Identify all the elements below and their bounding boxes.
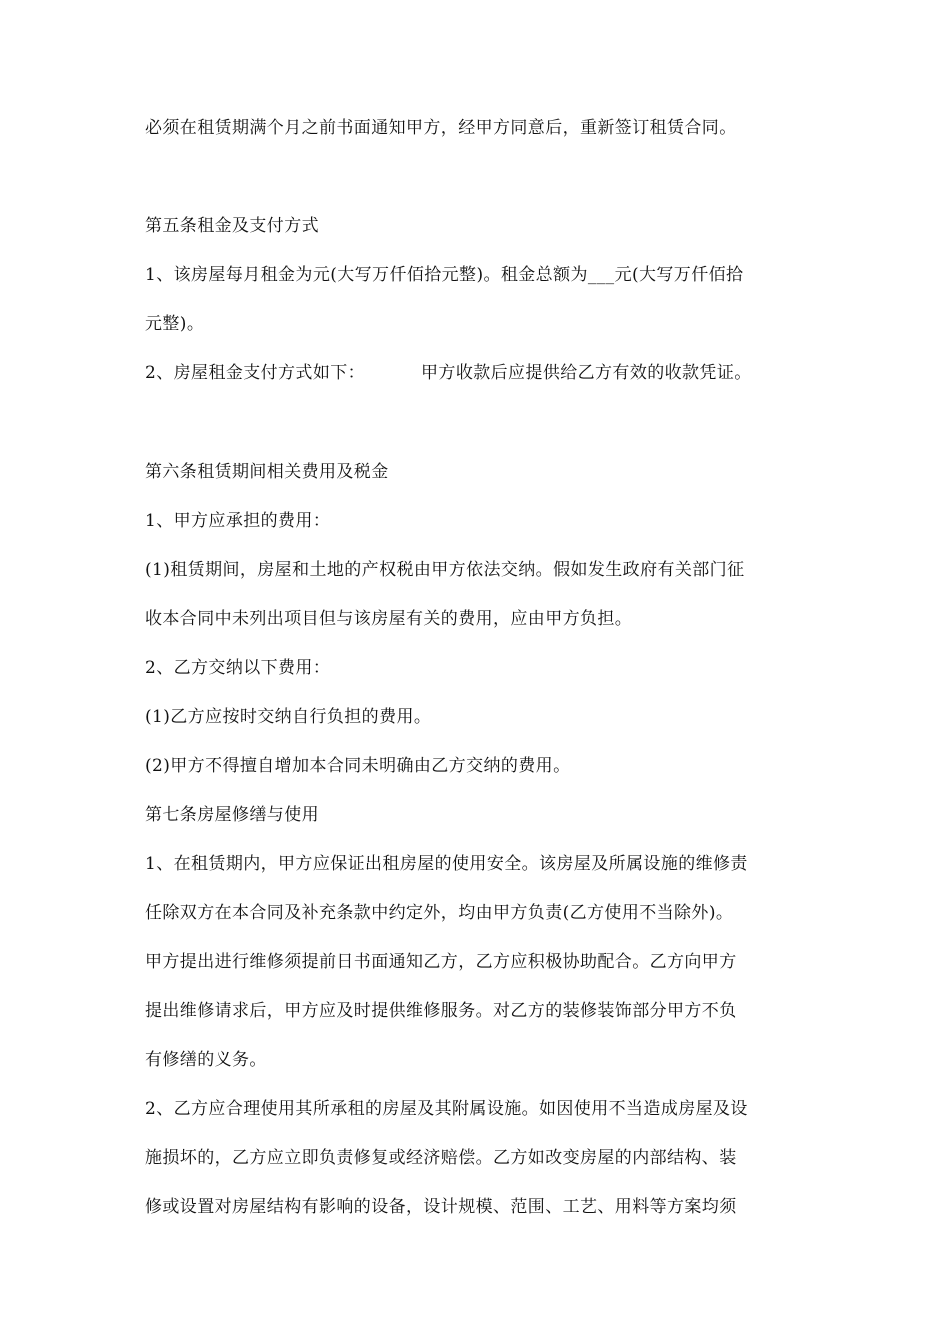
text-line: 1、甲方应承担的费用：	[145, 511, 331, 531]
text-line: (1)租赁期间，房屋和土地的产权税由甲方依法交纳。假如发生政府有关部门征	[145, 560, 745, 580]
text-line: 任除双方在本合同及补充条款中约定外，均由甲方负责(乙方使用不当除外)。	[145, 903, 734, 923]
text-line: 甲方提出进行维修须提前日书面通知乙方，乙方应积极协助配合。乙方向甲方	[145, 952, 737, 972]
text-line: 2、乙方交纳以下费用：	[145, 658, 331, 678]
text-line: 修或设置对房屋结构有影响的设备，设计规模、范围、工艺、用料等方案均须	[145, 1197, 737, 1217]
text-line: 施损坏的，乙方应立即负责修复或经济赔偿。乙方如改变房屋的内部结构、装	[145, 1148, 737, 1168]
section-heading: 第五条租金及支付方式	[145, 216, 319, 236]
payment-method-label: 2、房屋租金支付方式如下：	[145, 363, 366, 383]
text-line: 2、乙方应合理使用其所承租的房屋及其附属设施。如因使用不当造成房屋及设	[145, 1099, 748, 1119]
payment-method-note: 甲方收款后应提供给乙方有效的收款凭证。	[421, 363, 752, 383]
section-heading: 第七条房屋修缮与使用	[145, 805, 319, 825]
text-line: 有修缮的义务。	[145, 1050, 267, 1070]
text-line: 收本合同中未列出项目但与该房屋有关的费用，应由甲方负担。	[145, 609, 633, 629]
text-line: (2)甲方不得擅自增加本合同未明确由乙方交纳的费用。	[145, 756, 571, 776]
text-line: (1)乙方应按时交纳自行负担的费用。	[145, 707, 432, 727]
payment-method-line	[145, 361, 752, 385]
text-line: 元整)。	[145, 314, 205, 334]
text-line: 1、该房屋每月租金为元(大写万仟佰拾元整)。租金总额为___元(大写万仟佰拾	[145, 265, 744, 285]
text-line: 提出维修请求后，甲方应及时提供维修服务。对乙方的装修装饰部分甲方不负	[145, 1001, 737, 1021]
text-line: 必须在租赁期满个月之前书面通知甲方，经甲方同意后，重新签订租赁合同。	[145, 118, 737, 138]
text-line: 1、在租赁期内，甲方应保证出租房屋的使用安全。该房屋及所属设施的维修责	[145, 854, 748, 874]
section-heading: 第六条租赁期间相关费用及税金	[145, 462, 389, 482]
